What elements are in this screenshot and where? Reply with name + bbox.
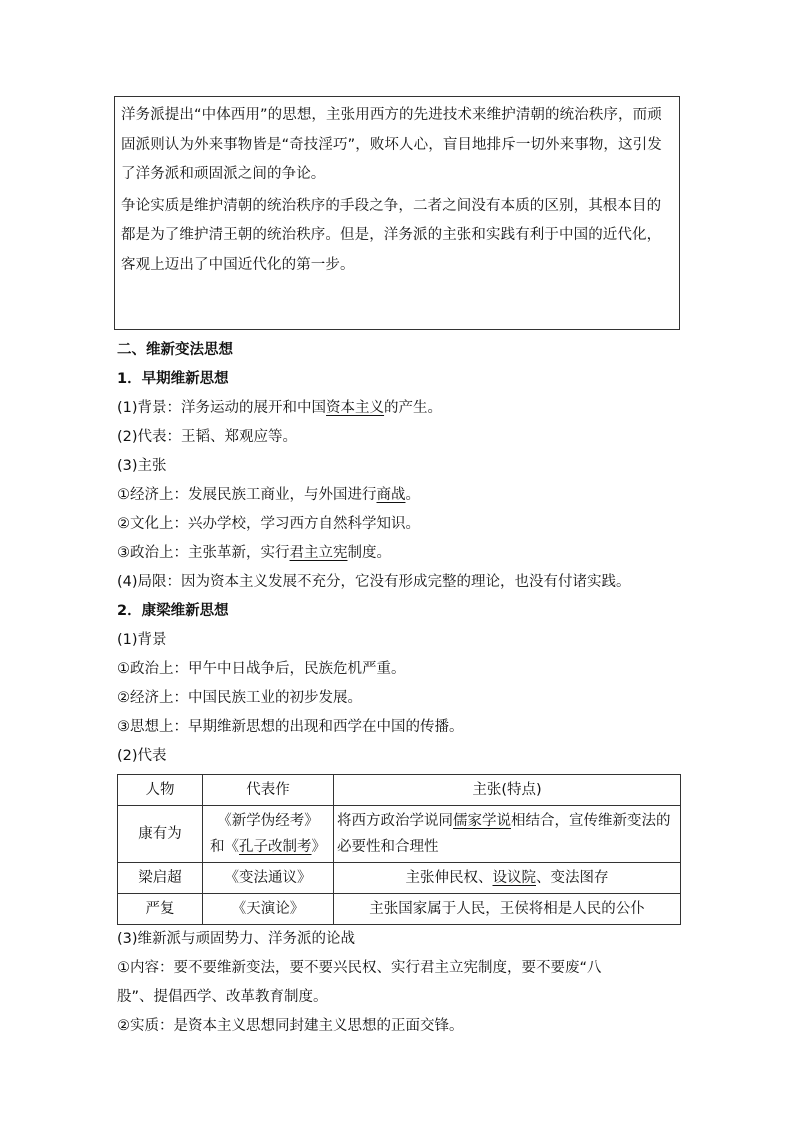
summary-box (114, 96, 680, 330)
summary-paragraph-1: 洋务派提出“中体西用”的思想，主张用西方的先进技术来维护清朝的统治秩序，而顽固派则认为外来事物皆是“奇技淫巧”，败坏人心，盲目地排斥一切外来事物，这引发了洋务派和顽固派之间的争论。 (121, 107, 662, 182)
subsection-early-reform: 1．早期维新思想 (117, 371, 229, 387)
confucian-term: 儒家学说 (453, 813, 511, 829)
background-text: (1)背景：洋务运动的展开和中国 (117, 400, 327, 416)
person-liang: 梁启超 (118, 863, 203, 894)
claims-kang-suffix: 相结合，宣传维新变法的必要性和合理性 (337, 813, 671, 855)
header-claims: 主张(特点) (334, 775, 681, 806)
constitutional-monarchy-term: 君主立宪 (289, 545, 348, 561)
commercial-war-term: 商战 (376, 487, 406, 503)
work-kang-2-title: 孔子改制考 (239, 839, 312, 855)
debate-essence: ②实质：是资本主义思想同封建主义思想的正面交锋。 (117, 1018, 464, 1034)
economic-suffix: 。 (405, 487, 420, 503)
claims-yan: 主张国家属于人民，王侯将相是人民的公仆 (334, 894, 681, 925)
debate-heading: (3)维新派与顽固势力、洋务派的论战 (117, 931, 356, 947)
claims-kang (334, 806, 681, 863)
ideological-background: ③思想上：早期维新思想的出现和西学在中国的传播。 (117, 719, 464, 735)
political-background: ①政治上：甲午中日战争后，民族危机严重。 (117, 661, 406, 677)
debate-content-line-2: 股”、提倡西学、改革教育制度。 (117, 989, 328, 1005)
representatives-table (117, 774, 681, 925)
work-kang-2-suffix: 》 (311, 839, 326, 855)
economic-background: ②经济上：中国民族工业的初步发展。 (117, 690, 362, 706)
table-row (118, 806, 681, 863)
background-suffix: 的产生。 (384, 400, 443, 416)
table-row (118, 863, 681, 894)
limitation-line: (4)局限：因为资本主义发展不充分，它没有形成完整的理论，也没有付诸实践。 (117, 574, 631, 590)
economic-claim (117, 481, 683, 510)
claims-kang-prefix: 将西方政治学说同 (337, 813, 453, 829)
claims-liang-suffix: 、变法图存 (536, 870, 609, 886)
header-person: 人物 (118, 775, 203, 806)
work-kang-2 (206, 834, 330, 860)
parliament-term: 设议院 (492, 870, 536, 886)
table-row (118, 894, 681, 925)
political-suffix: 制度。 (347, 545, 391, 561)
representatives-heading: (2)代表 (117, 748, 167, 764)
works-kang (203, 806, 334, 863)
debate-content-line-1: ①内容：要不要维新变法，要不要兴民权、实行君主立宪制度，要不要废“八 (117, 960, 602, 976)
main-content (117, 336, 683, 1041)
work-kang-1: 《新学伪经考》 (217, 813, 319, 829)
subsection-kang-liang: 2．康梁维新思想 (117, 603, 229, 619)
work-kang-2-prefix: 和《 (210, 839, 239, 855)
claims-heading: (3)主张 (117, 458, 167, 474)
representatives-line: (2)代表：王韬、郑观应等。 (117, 429, 298, 445)
political-text: ③政治上：主张革新，实行 (117, 545, 290, 561)
summary-paragraph-2: 争论实质是维护清朝的统治秩序的手段之争，二者之间没有本质的区别，其根本目的都是为了维护清王朝的统治秩序。但是，洋务派的主张和实践有利于中国的近代化，客观上迈出了中国近代化的第一步。 (121, 197, 662, 273)
person-yan: 严复 (118, 894, 203, 925)
background-heading: (1)背景 (117, 632, 167, 648)
works-yan: 《天演论》 (203, 894, 334, 925)
person-kang: 康有为 (118, 806, 203, 863)
section-heading: 二、维新变法思想 (117, 342, 233, 358)
cultural-claim: ②文化上：兴办学校，学习西方自然科学知识。 (117, 516, 420, 532)
table-header-row (118, 775, 681, 806)
header-works: 代表作 (203, 775, 334, 806)
political-claim (117, 539, 683, 568)
capitalism-term: 资本主义 (326, 400, 385, 416)
claims-liang (334, 863, 681, 894)
works-liang: 《变法通议》 (203, 863, 334, 894)
economic-text: ①经济上：发展民族工商业，与外国进行 (117, 487, 377, 503)
background-line (117, 394, 683, 423)
claims-liang-prefix: 主张伸民权、 (405, 870, 493, 886)
